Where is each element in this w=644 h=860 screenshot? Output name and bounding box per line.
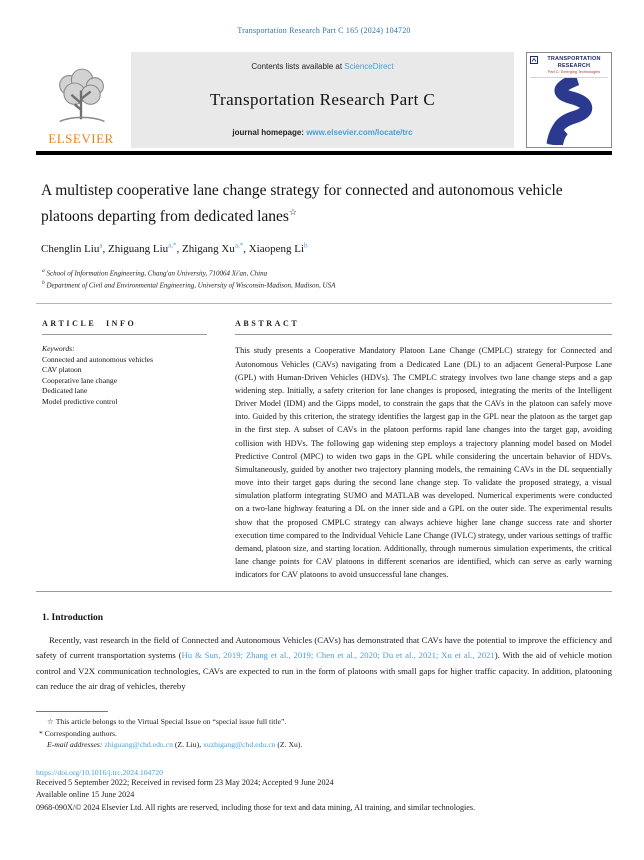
journal-cover-crest-icon (530, 56, 538, 64)
available-online: Available online 15 June 2024 (36, 789, 135, 799)
author (108, 243, 182, 255)
received-dates: Received 5 September 2022; Received in revised form 23 May 2024; Accepted 9 June 2024 (36, 777, 334, 787)
author-name[interactable]: Chenglin Liu (41, 242, 100, 255)
affiliation (42, 267, 612, 279)
email-suffix: (Z. Xu). (275, 740, 303, 750)
affiliation-text: School of Information Engineering, Chang'an University, 710064 Xi'an, China (46, 269, 268, 278)
article-info-heading: ARTICLE INFO (42, 319, 207, 335)
author-name[interactable]: Zhiguang Liu (107, 242, 169, 255)
author-name[interactable]: Zhigang Xu (182, 242, 235, 255)
author-separator: , (243, 242, 249, 255)
author-name[interactable]: Xiaopeng Li (248, 242, 305, 255)
sciencedirect-link[interactable]: ScienceDirect (344, 62, 394, 71)
author-affiliation-mark[interactable]: a,* (234, 241, 244, 250)
elsevier-tree-icon (49, 68, 113, 130)
info-abstract-columns (36, 319, 612, 581)
article-info-section (42, 319, 207, 581)
article-title-text: A multistep cooperative lane change strategy for connected and autonomous vehicle platoons departing from dedicated lanes (41, 182, 563, 225)
introduction-paragraph (36, 633, 612, 694)
section-divider (36, 303, 612, 304)
citation-link[interactable]: Hu & Sun, 2019; Zhang et al., 2019; Chen et al., 2020; Du et al., 2021; Xu et al., 2021 (181, 650, 495, 661)
article-title (41, 180, 612, 227)
intro-text: ). With the aid of vehicle motion control and V2X communication technologies, CAVs are expected to run in the form of platoons with small gaps for higher traffic capacity. In addition, platooning can reduce the air drag of vehicles, thereby (36, 650, 612, 691)
keyword-item: CAV platoon (42, 365, 82, 375)
abstract-bottom-rule (36, 591, 612, 592)
affiliation (42, 279, 612, 291)
author-affiliation-mark[interactable]: a (99, 241, 103, 250)
author-separator: , (102, 242, 108, 255)
affiliation-list (42, 267, 612, 291)
cover-subtitle: Part C: Emerging Technologies (547, 70, 601, 74)
footer (36, 768, 612, 814)
footnote-rule (36, 711, 108, 712)
introduction-heading: 1. Introduction (42, 613, 104, 624)
winding-road-icon (530, 78, 608, 145)
keywords-label: Keywords: (42, 344, 75, 354)
journal-cover-thumbnail[interactable] (526, 52, 612, 148)
homepage-line (135, 128, 510, 137)
keyword-item: Connected and autonomous vehicles (42, 354, 154, 364)
email-link[interactable]: xuzhigang@chd.edu.cn (203, 740, 276, 750)
doi-link[interactable]: https://doi.org/10.1016/j.trc.2024.104720 (36, 767, 163, 777)
email-label: E-mail addresses: (47, 740, 103, 750)
cover-header (530, 56, 608, 78)
elsevier-wordmark: ELSEVIER (48, 131, 114, 146)
elsevier-logo[interactable] (36, 52, 126, 148)
cover-title-block (540, 56, 608, 75)
keyword-item: Model predictive control (42, 396, 118, 406)
journal-homepage-link[interactable]: www.elsevier.com/locate/trc (306, 128, 413, 137)
author (182, 243, 249, 255)
contents-prefix: Contents lists available at (251, 62, 345, 71)
copyright-line: 0968-090X/© 2024 Elsevier Ltd. All rights are reserved, including those for text and data mining, AI training, and similar technologies. (36, 802, 476, 812)
contents-line (135, 62, 510, 71)
footnote-star: ☆ (47, 717, 54, 727)
footnote-emails (36, 739, 612, 751)
footnote-special-issue-text: This article belongs to the Virtual Special Issue on “special issue full title”. (55, 717, 287, 727)
doi-line (36, 768, 612, 777)
homepage-label: journal homepage: (232, 128, 307, 137)
affiliation-mark: a (42, 267, 45, 274)
keyword-item: Cooperative lane change (42, 375, 118, 385)
author-list (41, 241, 612, 255)
email-link[interactable]: zhiguang@chd.edu.cn (104, 740, 173, 750)
affiliation-mark: b (42, 279, 45, 286)
abstract-heading: ABSTRACT (235, 319, 612, 335)
journal-reference: Transportation Research Part C 165 (2024) 104720 (237, 26, 411, 35)
footnote-special-issue (36, 716, 612, 728)
author-affiliation-mark[interactable]: b (304, 241, 308, 250)
journal-name: Transportation Research Part C (209, 89, 436, 109)
author (41, 243, 108, 255)
cover-title-line2: RESEARCH (557, 62, 591, 69)
keyword-item: Dedicated lane (42, 386, 88, 396)
abstract-section (235, 319, 612, 581)
footnote-corresponding: * Corresponding authors. (39, 728, 117, 738)
masthead-rule (36, 151, 612, 155)
email-suffix: (Z. Liu), (172, 740, 204, 750)
author-affiliation-mark[interactable]: a,* (168, 241, 177, 250)
cover-title-line1: TRANSPORTATION (547, 56, 601, 62)
affiliation-text: Department of Civil and Environmental Engineering, University of Wisconsin-Madison, Madison, USA (46, 280, 336, 289)
journal-banner (131, 52, 514, 148)
author (249, 243, 308, 255)
author-separator: , (176, 242, 183, 255)
title-footnote-star[interactable]: ☆ (288, 206, 297, 217)
intro-text: Recently, vast research in the field of Connected and Autonomous Vehicles (CAVs) has demonstrated that CAVs have the potential to improve the efficiency and safety of current transportation systems ( (36, 635, 612, 661)
abstract-text: This study presents a Cooperative Mandatory Platoon Lane Change (CMPLC) strategy for Connected and Autonomous Vehicles (CAVs) navigating from a Dedicated Lane (DL) to an adjacent General-Purpose Lane (GPL) with Human-Driven Vehicles (HDVs). The CMPLC strategy involves two lane change steps and a gap widening step. Initially, a safety criterion for lane changes is proposed, integrating the merits of the Intelligent Driver Model (IDM) and the Gipps model, to constrain the gaps that the CAVs in the platoon can safely move into. Guided by this criterion, the strategy identifies the largest gap in the GPL near the platoon as the target gap in the first step. A subset of CAVs in the platoon performs rapid lane changes into the target gap, avoiding collision with HDVs. The following gap widening step employs a trajectory planning model based on Model Predictive Control (MPC) to widen two gaps in the GPL while considering the uncertain behavior of HDVs. Simultaneously, guided by another two trajectory planning models, the remaining CAVs in the DL sequentially move into their target gaps during the second lane change step. To validate the proposed strategy, a visual simulation platform integrating SUMO and MATLAB was developed. Numerical experiments were conducted on a two-lane highway featuring a DL on the inner side and a GPL on the outer side. The experimental results show that the proposed CMPLC strategy can always achieve higher lane change success rate and shorter execution time compared to the Individual Vehicle Lane Change (IVLC) strategy, under various settings of traffic demand, platoon size, and starting location. Additionally, through numerous simulation experiments, the critical lane change points for CAV platoons in different scenarios are identified, which can serve as early warning indicators for CAV platoons to avoid unsuccessful lane changes. (235, 346, 612, 580)
masthead (36, 52, 612, 148)
